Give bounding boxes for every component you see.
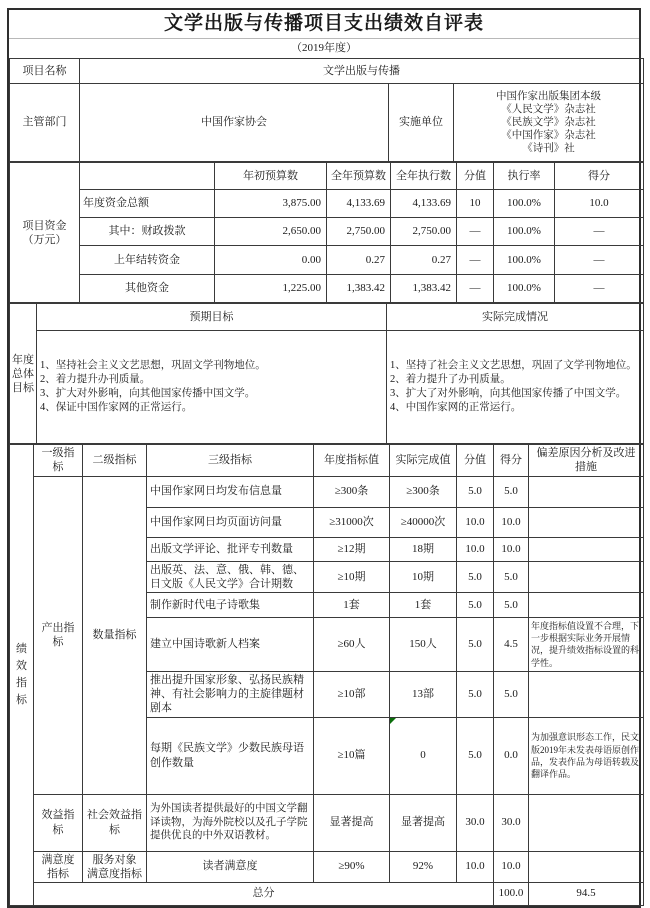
- funds-annual-budget: 4,133.69: [327, 190, 391, 218]
- funds-col-header: 全年执行数: [391, 163, 457, 190]
- indicator-target: ≥12期: [314, 537, 390, 561]
- impl-unit: 《人民文学》杂志社: [501, 104, 596, 115]
- indicator-target: 显著提高: [314, 794, 390, 851]
- document-title: 文学出版与传播项目支出绩效自评表: [9, 10, 639, 39]
- funds-annual-budget: 2,750.00: [327, 218, 391, 246]
- indicator-remark: [529, 537, 644, 561]
- indicator-remark: [529, 851, 644, 882]
- total-score: 94.5: [529, 882, 644, 905]
- funds-col-header: 分值: [457, 163, 494, 190]
- goals-label: 年度 总体 目标: [10, 304, 37, 444]
- indicator-score: 4.5: [494, 618, 529, 672]
- level2-satisfaction-label: 服务对象 满意度指标: [83, 851, 147, 882]
- indicator-remark: [529, 507, 644, 537]
- total-label: 总分: [34, 882, 494, 905]
- indicator-remark: 为加强意识形态工作，民文版2019年未发表母语原创作品，发表作品为母语转载及翻译作品。: [529, 717, 644, 794]
- expected-goals: [37, 331, 387, 444]
- indicator-name: 出版文学评论、批评专刊数量: [147, 537, 314, 561]
- indicator-actual: 18期: [390, 537, 457, 561]
- project-name-value: 文学出版与传播: [80, 59, 644, 84]
- indicator-score: 5.0: [494, 476, 529, 507]
- funds-score: 10.0: [555, 190, 644, 218]
- funds-annual-budget: 1,383.42: [327, 275, 391, 303]
- expected-goal-item: 4、保证中国作家网的正常运行。: [40, 402, 193, 413]
- funds-col-header: 得分: [555, 163, 644, 190]
- indicator-target: ≥60人: [314, 618, 390, 672]
- indicator-score: 5.0: [494, 671, 529, 717]
- funds-row-label: 上年结转资金: [80, 246, 215, 275]
- impl-label: 实施单位: [389, 84, 454, 162]
- impl-units: [454, 84, 644, 162]
- level1-output-label: 产出指标: [34, 476, 83, 794]
- expected-goals-header: 预期目标: [37, 304, 387, 331]
- indicator-score: 10.0: [494, 507, 529, 537]
- funds-row-label: 其中：财政拨款: [80, 218, 215, 246]
- funds-col-header: 执行率: [494, 163, 555, 190]
- indicator-score: 0.0: [494, 717, 529, 794]
- document-subtitle: （2019年度）: [291, 42, 357, 54]
- funds-executed: 0.27: [391, 246, 457, 275]
- indicator-score: 30.0: [494, 794, 529, 851]
- funds-subrow-header: [80, 163, 215, 190]
- actual-goal-item: 1、坚持了社会主义文艺思想，巩固了文学刊物地位。: [390, 360, 637, 371]
- indicator-col-header: 年度指标值: [314, 445, 390, 477]
- indicator-name: 每期《民族文学》少数民族母语创作数量: [147, 717, 314, 794]
- dept-value: 中国作家协会: [80, 84, 389, 162]
- indicator-remark: [529, 671, 644, 717]
- impl-unit: 《民族文学》杂志社: [501, 117, 596, 128]
- indicator-score-value: 5.0: [457, 561, 494, 593]
- indicator-remark: [529, 561, 644, 593]
- funds-score: —: [555, 246, 644, 275]
- indicator-remark: 年度指标值设置不合理，下一步根据实际业务开展情况，提升绩效指标设置的科学性。: [529, 618, 644, 672]
- indicator-score-value: 10.0: [457, 537, 494, 561]
- indicator-score: 10.0: [494, 851, 529, 882]
- funds-table: [9, 162, 644, 303]
- indicators-table: [9, 444, 644, 906]
- indicator-col-header: 一级指标: [34, 445, 83, 477]
- actual-goal-item: 4、中国作家网的正常运行。: [390, 402, 522, 413]
- funds-executed: 2,750.00: [391, 218, 457, 246]
- indicator-score-value: 5.0: [457, 671, 494, 717]
- indicator-actual: 10期: [390, 561, 457, 593]
- funds-row-label: 其他资金: [80, 275, 215, 303]
- indicator-score-value: 5.0: [457, 476, 494, 507]
- funds-exec-rate: 100.0%: [494, 190, 555, 218]
- funds-initial-budget: 1,225.00: [215, 275, 327, 303]
- indicator-name: 读者满意度: [147, 851, 314, 882]
- dept-label: 主管部门: [10, 84, 80, 162]
- funds-score: —: [555, 275, 644, 303]
- funds-label: 项目资金 （万元）: [10, 163, 80, 303]
- indicator-actual: 13部: [390, 671, 457, 717]
- funds-score-value: —: [457, 246, 494, 275]
- funds-row-label: 年度资金总额: [80, 190, 215, 218]
- indicator-actual: ≥300条: [390, 476, 457, 507]
- indicator-remark: [529, 794, 644, 851]
- indicator-remark: [529, 476, 644, 507]
- funds-annual-budget: 0.27: [327, 246, 391, 275]
- indicator-score-value: 5.0: [457, 717, 494, 794]
- indicator-actual: 150人: [390, 618, 457, 672]
- perf-spine-label: 绩效指标: [10, 445, 34, 906]
- expected-goal-item: 1、坚持社会主义文艺思想，巩固文学刊物地位。: [40, 360, 266, 371]
- impl-unit: 《诗刊》社: [522, 143, 575, 154]
- indicator-target: ≥10期: [314, 561, 390, 593]
- funds-score: —: [555, 218, 644, 246]
- indicator-remark: [529, 593, 644, 618]
- indicator-actual: 显著提高: [390, 794, 457, 851]
- indicator-score: 5.0: [494, 561, 529, 593]
- indicator-target: 1套: [314, 593, 390, 618]
- funds-score-value: —: [457, 275, 494, 303]
- funds-initial-budget: 2,650.00: [215, 218, 327, 246]
- actual-goals-header: 实际完成情况: [387, 304, 644, 331]
- funds-initial-budget: 3,875.00: [215, 190, 327, 218]
- indicator-actual: ≥40000次: [390, 507, 457, 537]
- indicator-name: 推出提升国家形象、弘扬民族精神、有社会影响力的主旋律题材剧本: [147, 671, 314, 717]
- indicator-actual: 1套: [390, 593, 457, 618]
- funds-executed: 1,383.42: [391, 275, 457, 303]
- total-score-value: 100.0: [494, 882, 529, 905]
- funds-col-header: 年初预算数: [215, 163, 327, 190]
- indicator-col-header: 偏差原因分析及改进措施: [529, 445, 644, 477]
- indicator-score-value: 10.0: [457, 507, 494, 537]
- level2-benefit-label: 社会效益指标: [83, 794, 147, 851]
- indicator-actual: 0: [390, 717, 457, 794]
- impl-unit: 《中国作家》杂志社: [501, 130, 596, 141]
- funds-executed: 4,133.69: [391, 190, 457, 218]
- funds-col-header: 全年预算数: [327, 163, 391, 190]
- indicator-actual: 92%: [390, 851, 457, 882]
- indicator-name: 中国作家网日均发布信息量: [147, 476, 314, 507]
- indicator-target: ≥300条: [314, 476, 390, 507]
- indicator-name: 为外国读者提供最好的中国文学翻译读物，为海外院校以及孔子学院提供优良的中外双语教材。: [147, 794, 314, 851]
- indicator-score-value: 10.0: [457, 851, 494, 882]
- level1-satisfaction-label: 满意度 指标: [34, 851, 83, 882]
- funds-exec-rate: 100.0%: [494, 246, 555, 275]
- goals-table: [9, 303, 644, 444]
- self-evaluation-sheet: [7, 8, 641, 908]
- actual-goal-item: 3、扩大了对外影响，向其他国家传播了中国文学。: [390, 388, 627, 399]
- funds-initial-budget: 0.00: [215, 246, 327, 275]
- indicator-col-header: 三级指标: [147, 445, 314, 477]
- funds-exec-rate: 100.0%: [494, 275, 555, 303]
- actual-goal-item: 2、着力提升了办刊质量。: [390, 374, 511, 385]
- funds-score-value: —: [457, 218, 494, 246]
- project-name-label: 项目名称: [10, 59, 80, 84]
- info-table: [9, 58, 644, 162]
- indicator-score: 5.0: [494, 593, 529, 618]
- indicator-score-value: 5.0: [457, 593, 494, 618]
- indicator-col-header: 实际完成值: [390, 445, 457, 477]
- indicator-name: 中国作家网日均页面访问量: [147, 507, 314, 537]
- funds-exec-rate: 100.0%: [494, 218, 555, 246]
- indicator-col-header: 二级指标: [83, 445, 147, 477]
- indicator-score: 10.0: [494, 537, 529, 561]
- funds-score-value: 10: [457, 190, 494, 218]
- level2-quantity-label: 数量指标: [83, 476, 147, 794]
- indicator-col-header: 分值: [457, 445, 494, 477]
- indicator-target: ≥10篇: [314, 717, 390, 794]
- expected-goal-item: 3、扩大对外影响，向其他国家传播中国文学。: [40, 388, 256, 399]
- cell-comment-marker-icon: [390, 718, 396, 724]
- indicator-score-value: 30.0: [457, 794, 494, 851]
- indicator-target: ≥10部: [314, 671, 390, 717]
- indicator-name: 制作新时代电子诗歌集: [147, 593, 314, 618]
- indicator-name: 建立中国诗歌新人档案: [147, 618, 314, 672]
- indicator-name: 出版英、法、意、俄、韩、德、日文版《人民文学》合计期数: [147, 561, 314, 593]
- indicator-target: ≥90%: [314, 851, 390, 882]
- expected-goal-item: 2、着力提升办刊质量。: [40, 374, 151, 385]
- level1-benefit-label: 效益指标: [34, 794, 83, 851]
- indicator-target: ≥31000次: [314, 507, 390, 537]
- indicator-col-header: 得分: [494, 445, 529, 477]
- impl-unit: 中国作家出版集团本级: [496, 91, 601, 102]
- indicator-score-value: 5.0: [457, 618, 494, 672]
- actual-goals: [387, 331, 644, 444]
